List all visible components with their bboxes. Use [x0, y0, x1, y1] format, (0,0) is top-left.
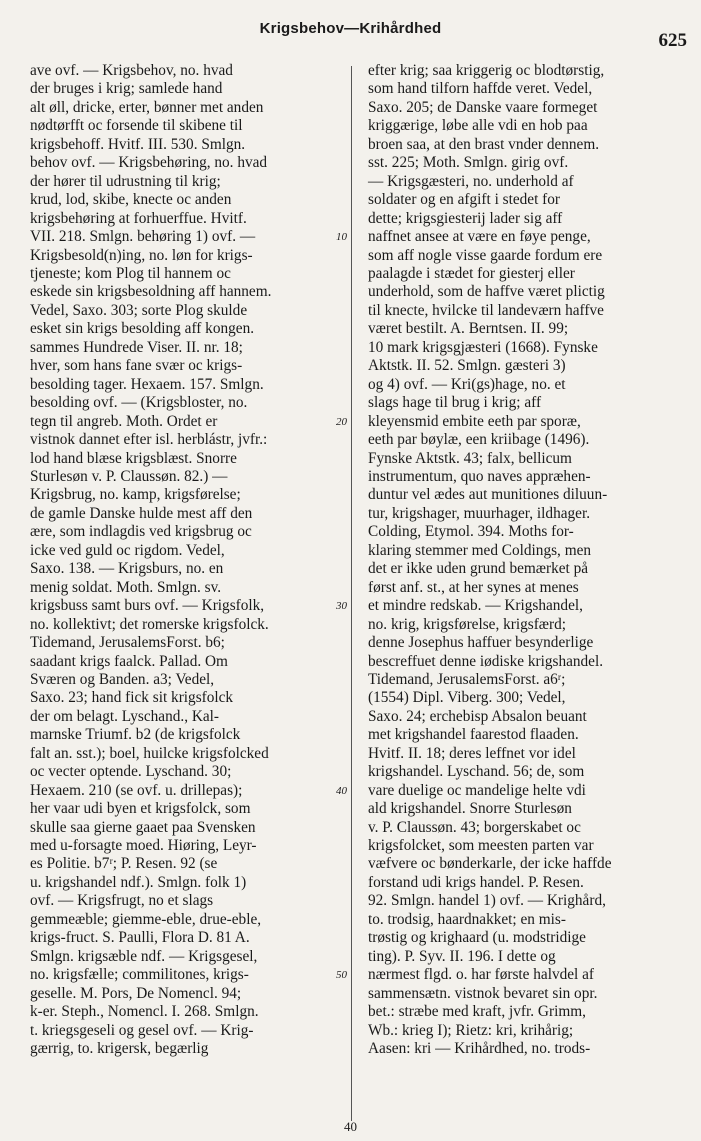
text-line: slags hage til brug i krig; aff [368, 394, 542, 412]
text-line: ovf. — Krigsfrugt, no et slags [30, 892, 214, 910]
text-line: været bestilt. A. Berntsen. II. 99; [368, 320, 569, 338]
column-divider [351, 66, 352, 1121]
text-line: eskede sin krigsbesoldning aff hannem. [30, 283, 272, 301]
text-line: duntur vel ædes aut munitiones diluun- [368, 486, 608, 504]
text-line: alt øll, dricke, erter, bønner met anden [30, 98, 264, 116]
text-line: Saxo. 138. — Krigsburs, no. en [30, 560, 224, 578]
text-line: der bruges i krig; samlede hand [30, 80, 223, 98]
text-line: menig soldat. Moth. Smlgn. sv. [30, 578, 222, 596]
text-line: sammes Hundrede Viser. II. nr. 18; [30, 338, 243, 356]
text-line: der om belagt. Lyschand., Kal- [30, 707, 220, 725]
text-line: klaring stemmer med Coldings, men [368, 541, 592, 559]
text-line: to. trodsig, haardnakket; en mis- [368, 910, 566, 928]
text-line: Krigsbesold(n)ing, no. løn for krigs- [30, 246, 253, 264]
text-line: instrumentum, quo naves appræhen- [368, 467, 591, 485]
text-line: krigshandel. Lyschand. 56; de, som [368, 763, 585, 781]
text-line: de gamle Danske hulde mest aff den [30, 504, 253, 522]
text-line: trøstig og krighaard (u. modstridige [368, 929, 586, 947]
text-line: paalagde i stædet for giesterj eller [368, 264, 575, 282]
line-number: 50 [336, 969, 347, 982]
text-line: underhold, som de haffve været plictig [368, 283, 605, 301]
text-line: 92. Smlgn. handel 1) ovf. — Krighård, [368, 892, 606, 910]
text-line: nærmest flgd. o. har første halvdel af [368, 966, 594, 984]
text-line: her vaar udi byen et krigsfolck, som [30, 800, 251, 818]
text-line: et mindre redskab. — Krigshandel, [368, 597, 583, 615]
text-line: VII. 218. Smlgn. behøring 1) ovf. — [30, 228, 256, 246]
text-line: icke ved guld oc rigdom. Vedel, [30, 541, 225, 559]
text-line: no. krig, krigsførelse, krigsfærd; [368, 615, 566, 633]
text-line: gærrig, to. krigersk, begærlig [30, 1040, 209, 1058]
right-column [368, 62, 694, 1058]
text-line: (1554) Dipl. Viberg. 300; Vedel, [368, 689, 566, 707]
text-line: Hexaem. 210 (se ovf. u. drillepas); [30, 781, 243, 799]
text-line: Hvitf. II. 18; deres leffnet vor idel [368, 744, 576, 762]
text-line: Krigsbrug, no. kamp, krigsførelse; [30, 486, 241, 504]
text-line: Vedel, Saxo. 303; sorte Plog skulde [30, 301, 248, 319]
text-line: krigs-fruct. S. Paulli, Flora D. 81 A. [30, 929, 250, 947]
text-line: som hand tilforn haffde veret. Vedel, [368, 80, 593, 98]
text-line: ald krigshandel. Snorre Sturlesøn [368, 800, 572, 818]
text-line: det er ikke uden grund bemærket på [368, 560, 589, 578]
text-line: geselle. M. Pors, De Nomencl. 94; [30, 984, 242, 1002]
text-line: Wb.: krieg I); Rietz: kri, krihårig; [368, 1021, 574, 1039]
text-line: eeth par bøylæ, een kriibage (1496). [368, 431, 590, 449]
text-line: Colding, Etymol. 394. Moths for- [368, 523, 574, 541]
text-line: først anf. st., at her synes at menes [368, 578, 579, 596]
text-line: krigsbehoff. Hvitf. III. 530. Smlgn. [30, 135, 246, 153]
page-number: 625 [658, 30, 687, 51]
signature-mark: 40 [344, 1119, 357, 1134]
text-line: med u-forsagte moed. Hiøring, Leyr- [30, 837, 257, 855]
text-line: Tidemand, JerusalemsForst. b6; [30, 634, 225, 652]
text-line: efter krig; saa kriggerig oc blodtørstig, [368, 62, 605, 79]
text-line: bet.: stræbe med kraft, jvfr. Grimm, [368, 1003, 586, 1021]
text-line: skulle saa gierne gaaet paa Svensken [30, 818, 256, 836]
text-line: v. P. Claussøn. 43; borgerskabet oc [368, 818, 581, 836]
text-line: no. kollektivt; det romerske krigsfolck. [30, 615, 269, 633]
text-line: — Krigsgæsteri, no. underhold af [368, 172, 574, 190]
text-line: ave ovf. — Krigsbehov, no. hvad [30, 62, 233, 79]
text-line: til knecte, hvilcke til landeværn haffve [368, 301, 604, 319]
text-line: krigsbehøring at forhuerffue. Hvitf. [30, 209, 247, 227]
text-line: besolding tager. Hexaem. 157. Smlgn. [30, 375, 264, 393]
text-line: Fynske Aktstk. 43; falx, bellicum [368, 449, 572, 467]
text-line: met krigshandel faarestod flaaden. [368, 726, 579, 744]
text-line: u. krigshandel ndf.). Smlgn. folk 1) [30, 873, 247, 891]
text-line: ære, som indlagdis ved krigsbrug oc [30, 523, 252, 541]
text-line: og 4) ovf. — Kri(gs)hage, no. et [368, 375, 566, 393]
text-line: falt an. sst.); boel, huilcke krigsfolcked [30, 744, 269, 762]
text-line: ting). P. Syv. II. 196. I dette og [368, 947, 556, 965]
text-line: krigsfolcket, som meesten parten var [368, 837, 594, 855]
text-line: sammensætn. vistnok bevaret sin opr. [368, 984, 598, 1002]
text-line: soldater og en afgift i stedet for [368, 191, 560, 209]
text-line: forstand udi krigs handel. P. Resen. [368, 873, 584, 891]
text-line: naffnet ansee at være en føye penge, [368, 228, 591, 246]
text-line: Smlgn. krigsæble ndf. — Krigsgesel, [30, 947, 258, 965]
text-line: Aktstk. II. 52. Smlgn. gæsteri 3) [368, 357, 566, 375]
text-line: bescreffuet denne iødiske krigshandel. [368, 652, 604, 670]
text-line: vistnok dannet efter isl. herblástr, jvfr.: [30, 431, 268, 449]
line-number: 40 [336, 784, 347, 797]
text-line: sst. 225; Moth. Smlgn. girig ovf. [368, 154, 569, 172]
text-line: oc vecter optende. Lyschand. 30; [30, 763, 232, 781]
left-column [30, 62, 338, 1058]
text-line: Tidemand, JerusalemsForst. a6ʳ; [368, 670, 566, 688]
line-number: 30 [336, 600, 347, 613]
text-line: der hører til udrustning til krig; [30, 172, 221, 190]
text-line: saadant krigs faalck. Pallad. Om [30, 652, 228, 670]
text-line: broen saa, at den brast vnder dennem. [368, 135, 600, 153]
text-line: Saxo. 24; erchebisp Absalon beuant [368, 707, 587, 725]
text-line: tur, krigshager, muurhager, ildhager. [368, 504, 591, 522]
text-line: denne Josephus haffuer besynderlige [368, 634, 594, 652]
text-line: Saxo. 205; de Danske vaare formeget [368, 98, 598, 116]
text-line: 10 mark krigsgjæsteri (1668). Fynske [368, 338, 598, 356]
text-line: t. kriegsgeseli og gesel ovf. — Krig- [30, 1021, 254, 1039]
text-line: lod hand blæse krigsblæst. Snorre [30, 449, 237, 467]
text-line: vare duelige oc mandelige helte vdi [368, 781, 586, 799]
text-line: tegn til angreb. Moth. Ordet er [30, 412, 218, 430]
text-line: marnske Triumf. b2 (de krigsfolck [30, 726, 241, 744]
line-number: 20 [336, 415, 347, 428]
text-line: k-er. Steph., Nomencl. I. 268. Smlgn. [30, 1003, 259, 1021]
text-line: behov ovf. — Krigsbehøring, no. hvad [30, 154, 268, 172]
text-line: Sturlesøn v. P. Claussøn. 82.) — [30, 467, 228, 485]
running-header: Krigsbehov—Krihårdhed [259, 20, 442, 37]
text-line: es Politie. b7ʳ; P. Resen. 92 (se [30, 855, 218, 873]
text-line: no. krigsfælle; commilitones, krigs- [30, 966, 249, 984]
text-line: esket sin krigs besolding aff kongen. [30, 320, 255, 338]
text-line: Saxo. 23; hand fick sit krigsfolck [30, 689, 234, 707]
text-line: som aff nogle visse gaarde fordum ere [368, 246, 603, 264]
text-line: hver, som hans fane svær oc krigs- [30, 357, 243, 375]
line-number: 10 [336, 231, 347, 244]
text-line: besolding ovf. — (Krigsbloster, no. [30, 394, 248, 412]
text-line: væfvere oc bønderkarle, der icke haffde [368, 855, 612, 873]
text-line: krigsbuss samt burs ovf. — Krigsfolk, [30, 597, 265, 615]
text-line: nødtørfft oc forsende til skibene til [30, 117, 243, 135]
text-line: kriggærige, løbe alle vdi en hob paa [368, 117, 588, 135]
text-line: Aasen: kri — Krihårdhed, no. trods- [368, 1040, 591, 1058]
text-line: krud, lod, skibe, knecte oc anden [30, 191, 232, 209]
text-line: dette; krigsgiesterij lader sig aff [368, 209, 563, 227]
text-line: Sværen og Banden. a3; Vedel, [30, 670, 215, 688]
text-line: gemmeæble; giemme-eble, drue-eble, [30, 910, 262, 928]
text-line: kleyensmid embite eeth par sporæ, [368, 412, 581, 430]
text-line: tjeneste; kom Plog til hannem oc [30, 264, 231, 282]
